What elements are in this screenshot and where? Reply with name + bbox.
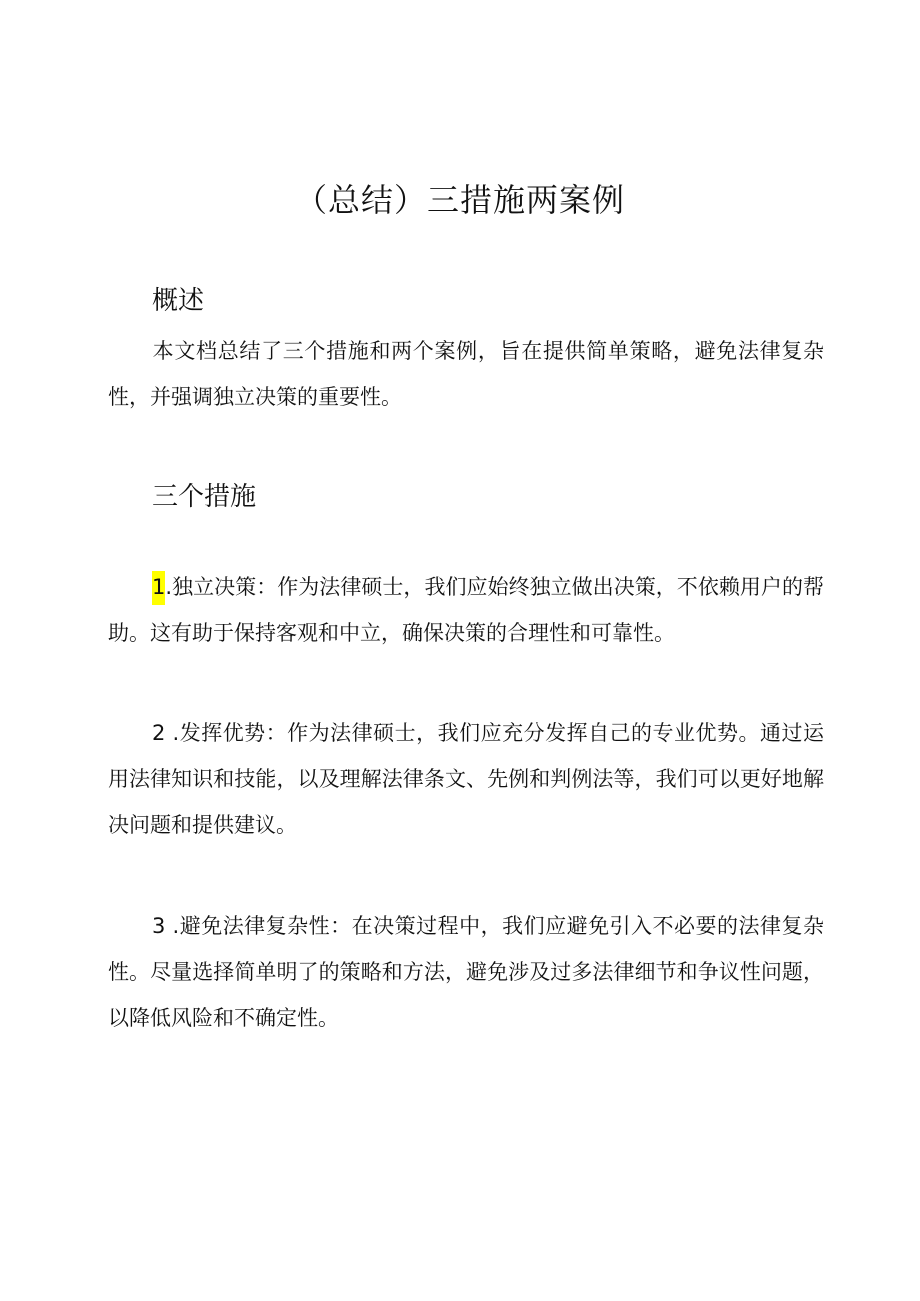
measure-number-highlighted: 1	[152, 571, 165, 605]
measure-item-2	[108, 710, 824, 848]
measure-text: .避免法律复杂性：在决策过程中，我们应避免引入不必要的法律复杂性。尽量选择简单明了的策略和方法，避免涉及过多法律细节和争议性问题，以降低风险和不确定性。	[108, 914, 824, 1030]
overview-heading: 概述	[152, 286, 205, 316]
overview-text: 本文档总结了三个措施和两个案例，旨在提供简单策略，避免法律复杂性，并强调独立决策的重要性。	[108, 339, 824, 409]
measure-text: .发挥优势：作为法律硕士，我们应充分发挥自己的专业优势。通过运用法律知识和技能，以及理解法律条文、先例和判例法等，我们可以更好地解决问题和提供建议。	[108, 721, 824, 837]
overview-paragraph	[108, 328, 824, 420]
measure-item-3	[108, 903, 824, 1041]
measure-item-1	[108, 564, 824, 656]
measures-heading: 三个措施	[152, 482, 257, 512]
measure-number: 2	[152, 721, 166, 745]
document-title: （总结）三措施两案例	[294, 181, 625, 219]
measure-text: .独立决策：作为法律硕士，我们应始终独立做出决策，不依赖用户的帮助。这有助于保持客观和中立，确保决策的合理性和可靠性。	[108, 575, 824, 645]
measure-number: 3	[152, 914, 166, 938]
